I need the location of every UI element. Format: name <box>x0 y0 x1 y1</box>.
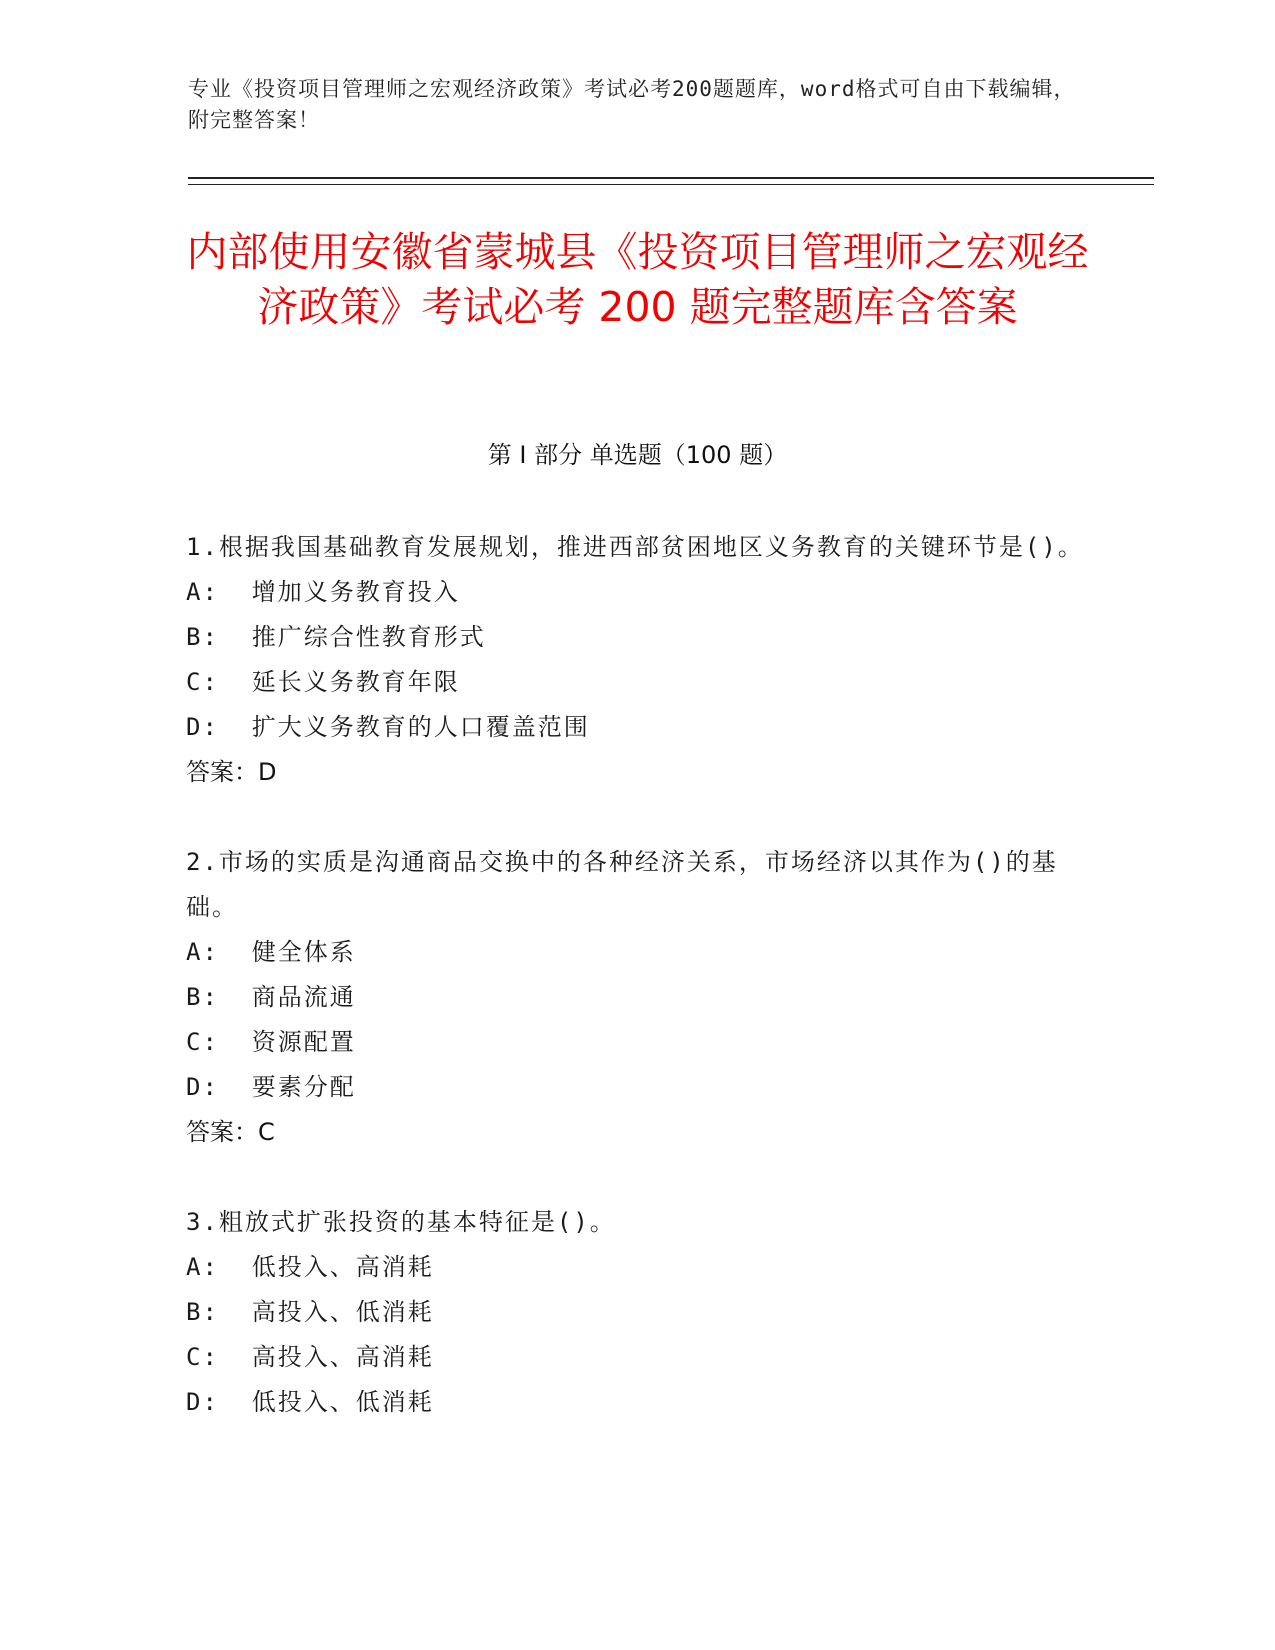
option-c: C: 资源配置 <box>186 1028 356 1056</box>
question-2 <box>186 840 1086 1155</box>
question-stem: 3.粗放式扩张投资的基本特征是()。 <box>186 1208 616 1236</box>
option-c: C: 高投入、高消耗 <box>186 1343 434 1371</box>
option-b: B: 高投入、低消耗 <box>186 1298 434 1326</box>
option-a: A: 健全体系 <box>186 938 356 966</box>
option-c: C: 延长义务教育年限 <box>186 668 460 696</box>
section-title: 第 I 部分 单选题（100 题） <box>487 441 788 469</box>
question-3 <box>186 1200 1086 1425</box>
question-list <box>186 525 1086 1470</box>
option-d: D: 要素分配 <box>186 1073 356 1101</box>
question-stem: 1.根据我国基础教育发展规划，推进西部贫困地区义务教育的关键环节是()。 <box>186 533 1084 561</box>
option-a: A: 低投入、高消耗 <box>186 1253 434 1281</box>
option-b: B: 推广综合性教育形式 <box>186 623 486 651</box>
document-title: 内部使用安徽省蒙城县《投资项目管理师之宏观经济政策》考试必考 200 题完整题库含答案 <box>186 228 1089 331</box>
option-d: D: 低投入、低消耗 <box>186 1388 434 1416</box>
option-a: A: 增加义务教育投入 <box>186 578 460 606</box>
answer-line: 答案：C <box>186 1118 275 1146</box>
header-divider-thick <box>188 177 1154 179</box>
option-d: D: 扩大义务教育的人口覆盖范围 <box>186 713 590 741</box>
header-divider-thin <box>188 184 1154 185</box>
answer-line: 答案：D <box>186 758 277 786</box>
header-note: 专业《投资项目管理师之宏观经济政策》考试必考200题题库，word格式可自由下载编辑，附完整答案！ <box>188 77 1076 132</box>
question-stem: 2.市场的实质是沟通商品交换中的各种经济关系，市场经济以其作为()的基础。 <box>186 848 1058 921</box>
question-1 <box>186 525 1086 795</box>
option-b: B: 商品流通 <box>186 983 356 1011</box>
